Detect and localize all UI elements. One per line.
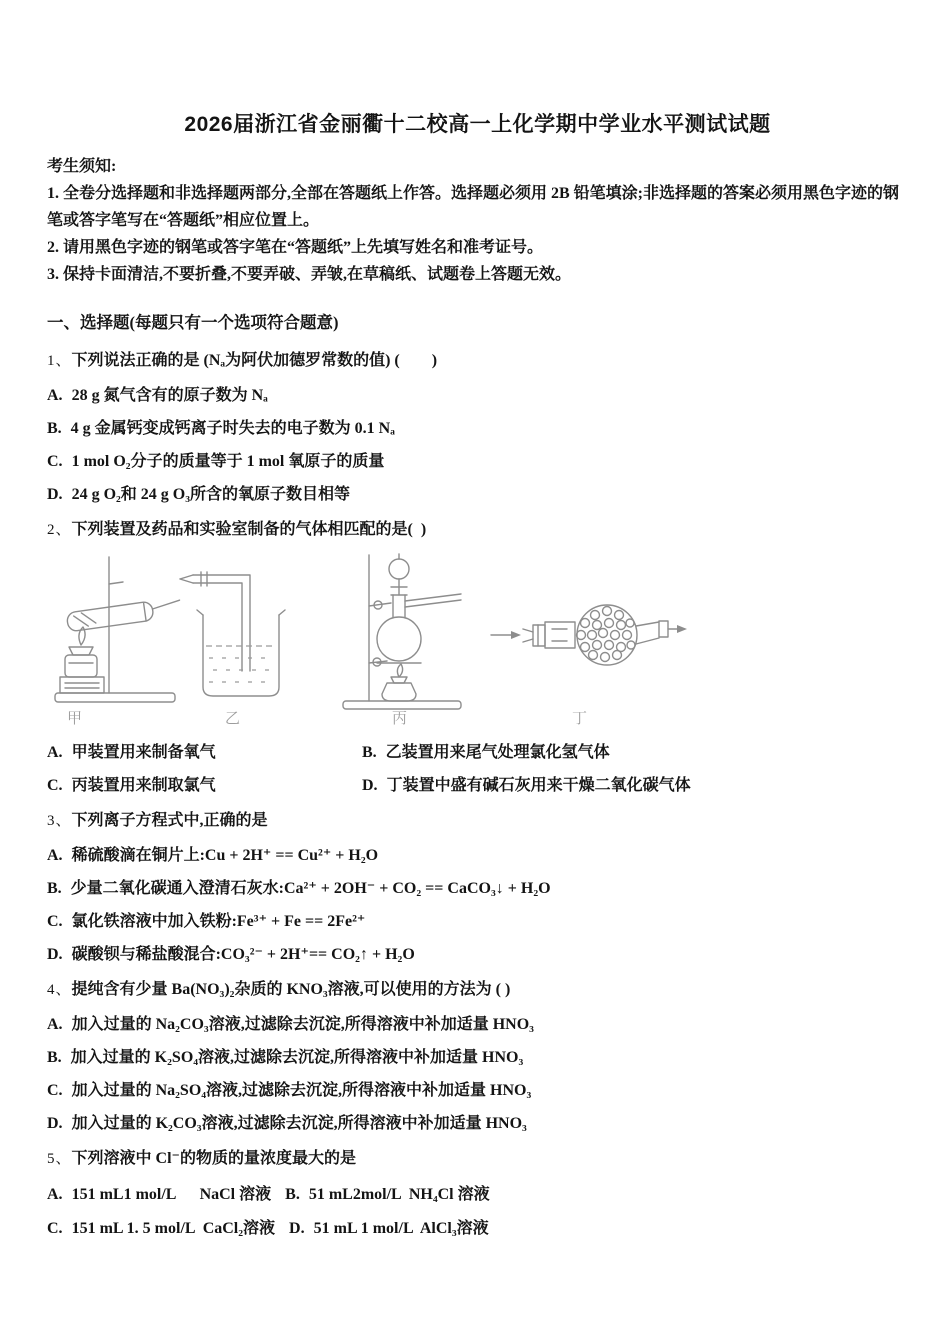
apparatus-figure <box>47 551 908 729</box>
option-a <box>47 744 362 762</box>
option-c <box>47 777 362 795</box>
option-text: 少量二氧化碳通入澄清石灰水:Ca²⁺ + 2OH⁻ + CO₂ == CaCO₃↓ + H₂O <box>70 880 551 897</box>
option-text: 甲装置用来制备氧气 <box>71 744 216 761</box>
option-letter: D. <box>47 486 63 503</box>
option-d <box>47 1115 908 1133</box>
option-a <box>47 1186 271 1204</box>
option-letter: D. <box>362 777 378 794</box>
section-heading-choice: 一、选择题(每题只有一个选项符合题意) <box>47 313 339 332</box>
question-2-options-row-1 <box>47 744 908 762</box>
apparatus-ding-sketch <box>491 605 687 665</box>
apparatus-bing-sketch <box>343 554 461 709</box>
option-letter: B. <box>47 880 62 897</box>
option-text: 28 g 氮气含有的原子数为 Nₐ <box>71 387 268 404</box>
option-text: 丙装置用来制取氯气 <box>71 777 216 794</box>
option-b <box>47 1049 908 1067</box>
notice-item: 3. 保持卡面清洁,不要折叠,不要弄破、弄皱,在草稿纸、试题卷上答题无效。 <box>47 266 572 283</box>
option-text: 51 mL2mol/L NH₄Cl 溶液 <box>308 1186 490 1203</box>
figure-label-ding: 丁 <box>572 711 588 727</box>
apparatus-figure-svg <box>47 551 687 729</box>
option-letter: A. <box>47 1016 63 1033</box>
option-a <box>47 847 908 865</box>
question-1-stem <box>47 350 908 372</box>
option-letter: D. <box>47 1115 63 1132</box>
option-text: 丁装置中盛有碱石灰用来干燥二氧化碳气体 <box>386 777 691 794</box>
notice-item: 1. 全卷分选择题和非选择题两部分,全部在答题纸上作答。选择题必须用 2B 铅笔填涂;非选择题的答案必须用黑色字迹的钢笔或答字笔写在“答题纸”相应位置上。 <box>47 185 900 229</box>
option-text: 加入过量的 K₂SO₄溶液,过滤除去沉淀,所得溶液中补加适量 HNO₃ <box>70 1049 524 1066</box>
option-c <box>47 1082 908 1100</box>
option-d <box>47 946 908 964</box>
exam-notice-block <box>47 153 908 288</box>
question-5-stem <box>47 1148 908 1170</box>
question-number: 1、 <box>47 353 72 369</box>
question-stem-text: 下列离子方程式中,正确的是 <box>71 812 268 829</box>
option-letter: D. <box>47 946 63 963</box>
page-title: 2026届浙江省金丽衢十二校高一上化学期中学业水平测试试题 <box>184 113 771 136</box>
figure-label-jia: 甲 <box>67 711 83 727</box>
option-d <box>47 486 908 504</box>
option-letter: B. <box>47 420 62 437</box>
figure-label-bing: 丙 <box>392 711 408 727</box>
option-c <box>47 453 908 471</box>
question-3-stem <box>47 810 908 832</box>
option-letter: A. <box>47 1186 63 1203</box>
option-b <box>285 1186 489 1204</box>
question-stem-text: 下列说法正确的是 (Nₐ为阿伏加德罗常数的值) ( ) <box>71 352 438 369</box>
question-1 <box>47 350 908 504</box>
option-text: 151 mL 1. 5 mol/L CaCl₂溶液 <box>71 1220 276 1237</box>
question-4-stem <box>47 979 908 1001</box>
option-b <box>47 880 908 898</box>
option-letter: B. <box>362 744 377 761</box>
figure-label-yi: 乙 <box>225 711 241 727</box>
question-4 <box>47 979 908 1133</box>
option-letter: A. <box>47 847 63 864</box>
option-text: 氯化铁溶液中加入铁粉:Fe³⁺ + Fe == 2Fe²⁺ <box>71 913 366 930</box>
option-text: 加入过量的 Na₂CO₃溶液,过滤除去沉淀,所得溶液中补加适量 HNO₃ <box>71 1016 534 1033</box>
notice-item: 2. 请用黑色字迹的钢笔或答字笔在“答题纸”上先填写姓名和准考证号。 <box>47 239 544 256</box>
option-text: 稀硫酸滴在铜片上:Cu + 2H⁺ == Cu²⁺ + H₂O <box>71 847 379 864</box>
option-letter: A. <box>47 744 63 761</box>
option-text: 乙装置用来尾气处理氯化氢气体 <box>385 744 610 761</box>
question-3 <box>47 810 908 964</box>
question-stem-text: 下列溶液中 Cl⁻的物质的量浓度最大的是 <box>71 1150 356 1167</box>
option-text: 24 g O₂和 24 g O₃所含的氧原子数目相等 <box>71 486 351 503</box>
option-b <box>47 420 908 438</box>
question-number: 2、 <box>47 522 72 538</box>
option-letter: C. <box>47 913 63 930</box>
option-letter: C. <box>47 1220 63 1237</box>
option-letter: A. <box>47 387 63 404</box>
question-5-options-row-1 <box>47 1186 908 1204</box>
question-stem-text: 提纯含有少量 Ba(NO₃)₂杂质的 KNO₃溶液,可以使用的方法为 ( ) <box>71 981 511 998</box>
option-letter: B. <box>47 1049 62 1066</box>
option-a <box>47 387 908 405</box>
question-2-options-row-2 <box>47 777 908 795</box>
option-text: 4 g 金属钙变成钙离子时失去的电子数为 0.1 Nₐ <box>70 420 395 437</box>
option-b <box>362 744 610 762</box>
option-letter: D. <box>289 1220 305 1237</box>
option-text: 1 mol O₂分子的质量等于 1 mol 氧原子的质量 <box>71 453 385 470</box>
option-c <box>47 913 908 931</box>
question-stem-text: 下列装置及药品和实验室制备的气体相匹配的是( ) <box>71 521 427 538</box>
question-2 <box>47 519 908 795</box>
option-letter: C. <box>47 453 63 470</box>
option-text: 加入过量的 Na₂SO₄溶液,过滤除去沉淀,所得溶液中补加适量 HNO₃ <box>71 1082 532 1099</box>
option-d <box>362 777 691 795</box>
apparatus-yi-sketch <box>180 572 285 696</box>
question-number: 3、 <box>47 813 72 829</box>
option-c <box>47 1220 275 1238</box>
flow-arrow-out-icon <box>677 625 687 633</box>
option-d <box>289 1220 489 1238</box>
flow-arrow-in-icon <box>511 631 521 639</box>
option-letter: C. <box>47 1082 63 1099</box>
question-number: 4、 <box>47 982 72 998</box>
option-letter: C. <box>47 777 63 794</box>
option-text: 51 mL 1 mol/L AlCl₃溶液 <box>313 1220 489 1237</box>
question-5-options-row-2 <box>47 1220 908 1238</box>
option-text: 151 mL1 mol/L NaCl 溶液 <box>71 1186 272 1203</box>
option-text: 碳酸钡与稀盐酸混合:CO₃²⁻ + 2H⁺== CO₂↑ + H₂O <box>71 946 415 963</box>
option-text: 加入过量的 K₂CO₃溶液,过滤除去沉淀,所得溶液中补加适量 HNO₃ <box>71 1115 527 1132</box>
apparatus-jia-sketch <box>55 557 182 702</box>
question-2-stem <box>47 519 908 541</box>
question-number: 5、 <box>47 1151 72 1167</box>
option-letter: B. <box>285 1186 300 1203</box>
option-a <box>47 1016 908 1034</box>
question-5 <box>47 1148 908 1238</box>
notice-heading: 考生须知: <box>47 158 117 175</box>
